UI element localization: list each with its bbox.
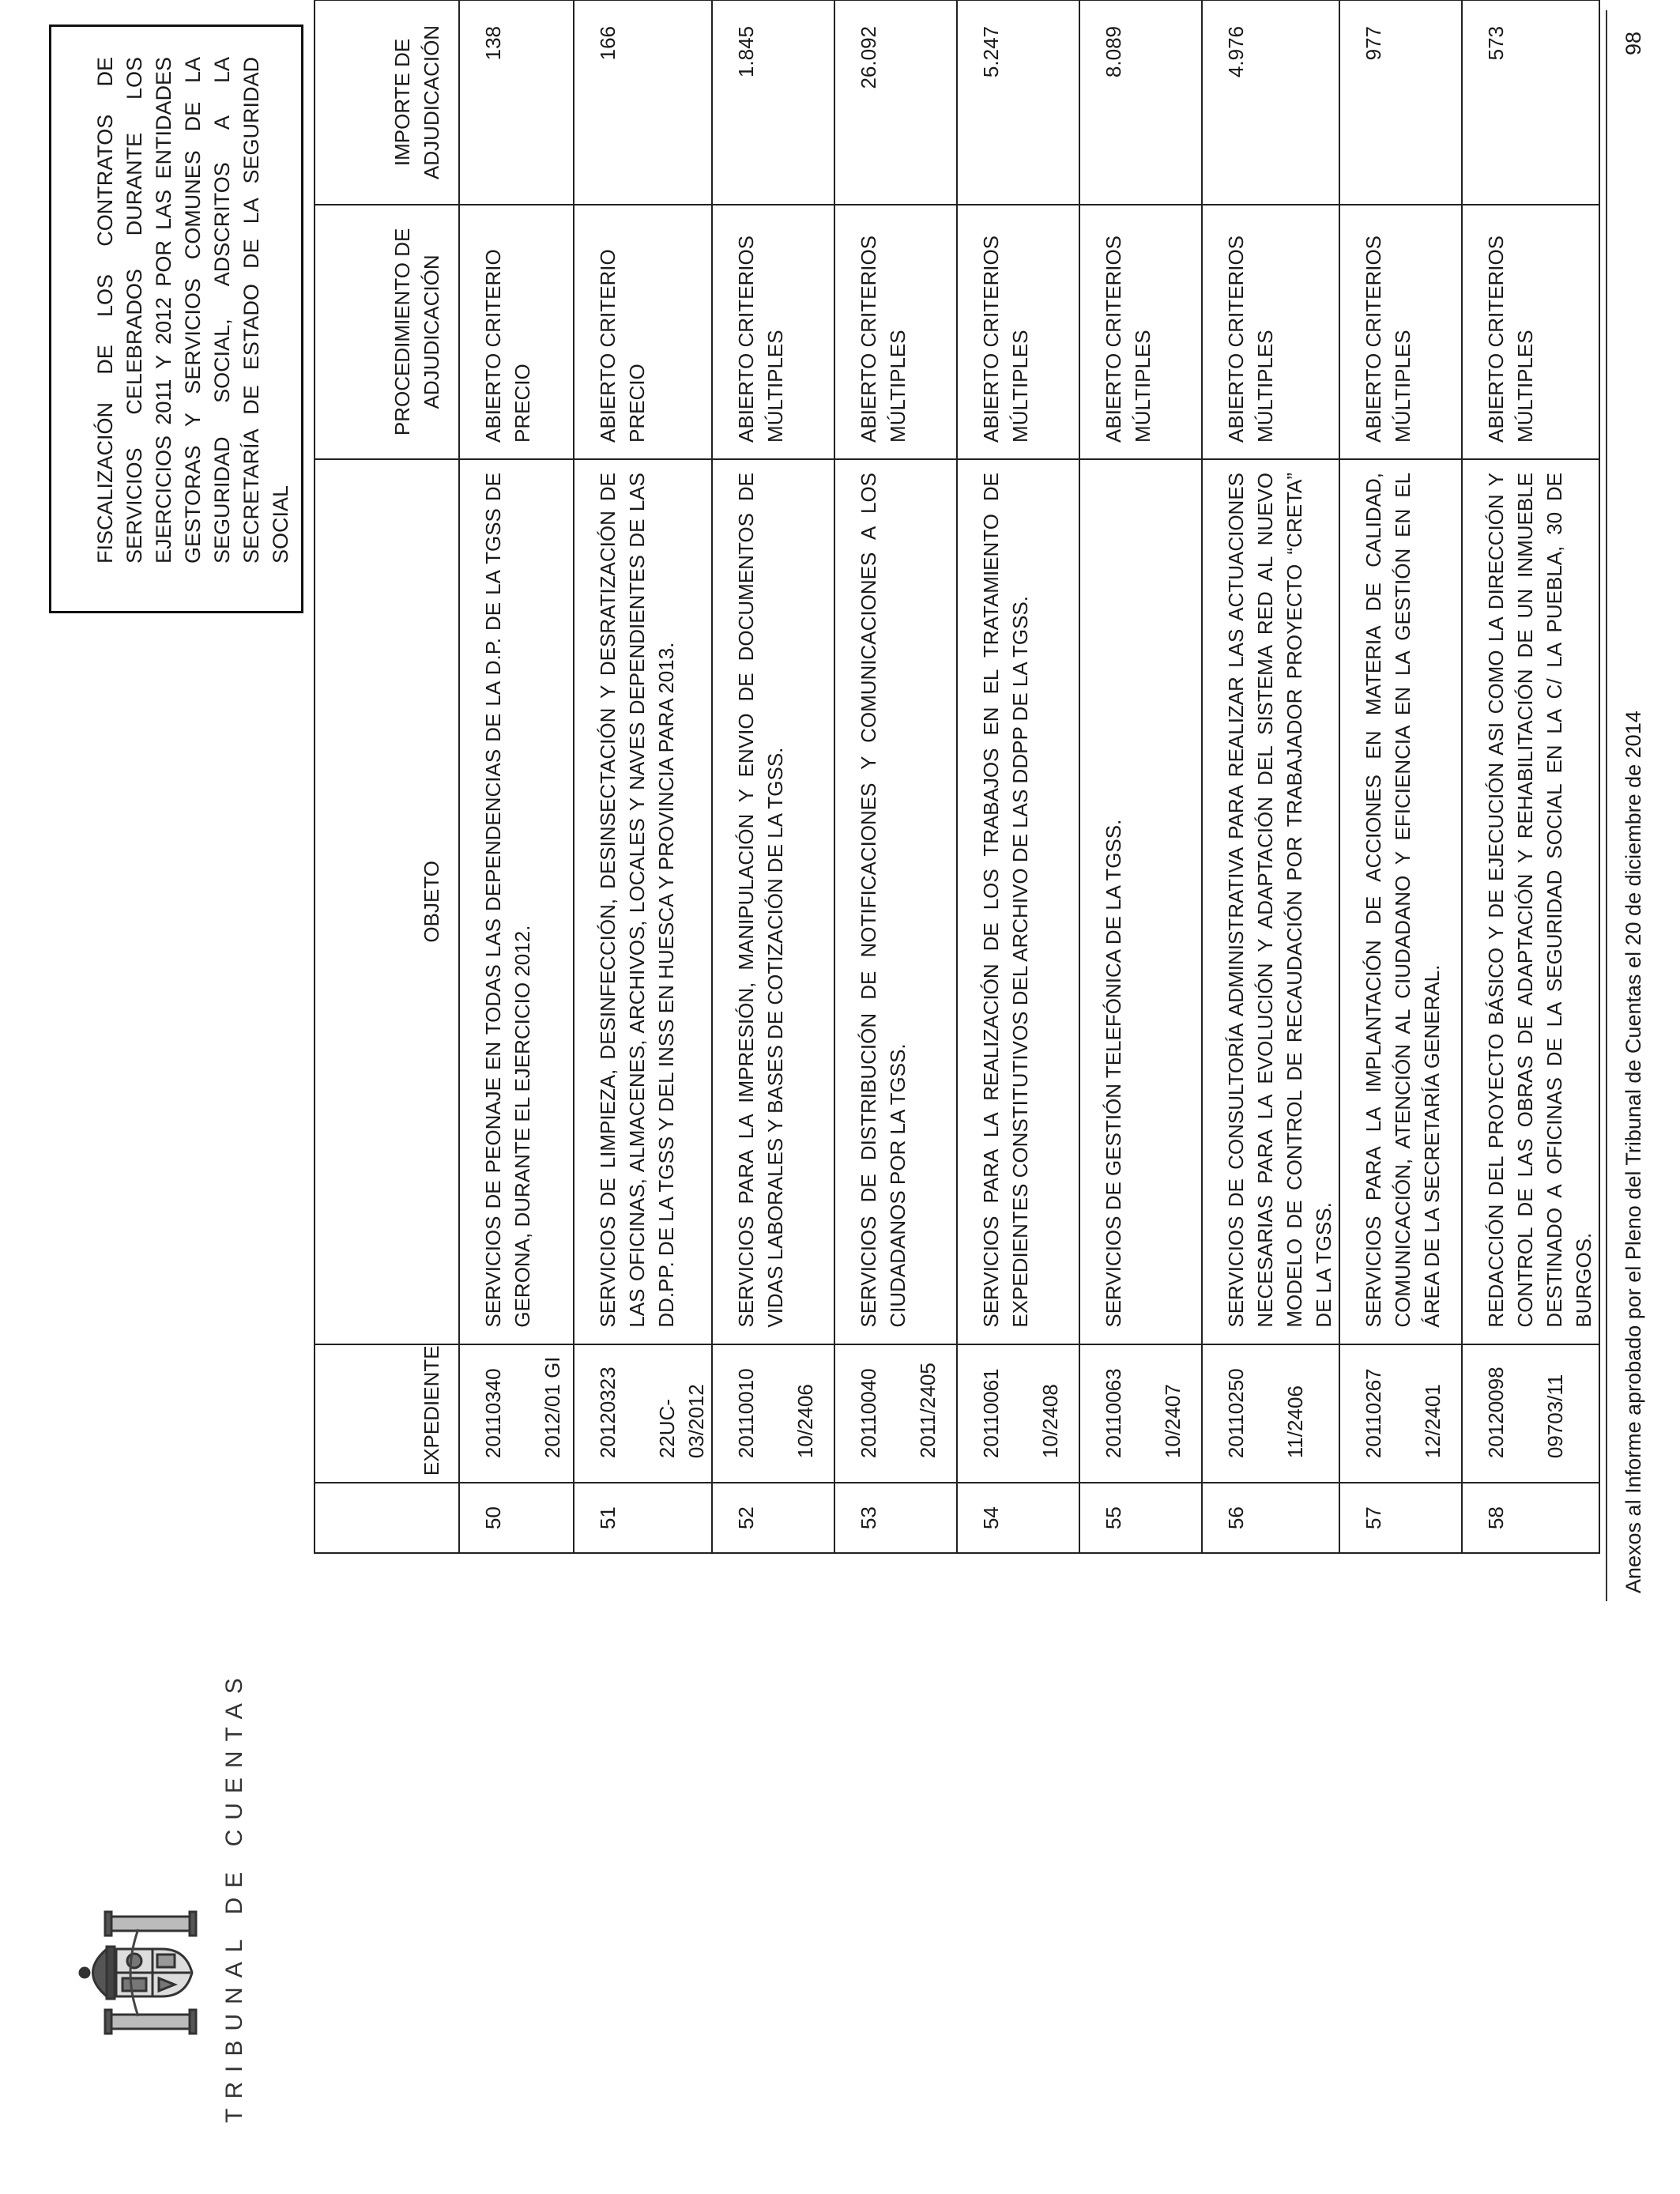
expediente-number: 20110063 [1102,1368,1125,1459]
objeto-cell: REDACCIÓN DEL PROYECTO BÁSICO Y DE EJECUCIÓN ASI COMO LA DIRECCIÓN Y CONTROL DE LAS OBRAS DE ADAPTACIÓN Y REHABILITACIÓN DE UN INMUEBLE DESTINADO A OFICINAS DE LA SEGURIDAD SOCIAL EN LA C/ LA PUEBLA, 30 DE BURGOS. [1462,459,1599,1344]
procedimiento-cell: ABIERTO CRITERIOS MÚLTIPLES [957,205,1079,459]
procedimiento-cell: ABIERTO CRITERIOS MÚLTIPLES [1462,205,1599,459]
procedimiento-cell: ABIERTO CRITERIOS MÚLTIPLES [712,205,834,459]
contracts-table [314,0,1600,1554]
table-row [1462,0,1599,1553]
objeto-cell: SERVICIOS DE LIMPIEZA, DESINFECCIÓN, DESINSECTACIÓN Y DESRATIZACIÓN DE LAS OFICINAS, ALMACENES, ARCHIVOS, LOCALES Y NAVES DEPENDIENTES DE LAS DD.PP. DE LA TGSS Y DEL INSS EN HUESCA Y PROVINCIA PARA 2013. [574,459,712,1344]
procedimiento-cell: ABIERTO CRITERIOS MÚLTIPLES [1202,205,1339,459]
procedimiento-cell: ABIERTO CRITERIOS MÚLTIPLES [834,205,957,459]
expediente-cell [712,1344,834,1483]
expediente-code: 2011/2405 [916,1363,940,1459]
expediente-code: 10/2407 [1161,1384,1185,1459]
objeto-cell: SERVICIOS DE PEONAJE EN TODAS LAS DEPENDENCIAS DE LA D.P. DE LA TGSS DE GERONA, DURANTE EL EJERCICIO 2012. [459,459,574,1344]
objeto-cell: SERVICIOS DE GESTIÓN TELEFÓNICA DE LA TGSS. [1079,459,1202,1344]
footer-text: Anexos al Informe aprobado por el Pleno del Tribunal de Cuentas el 20 de diciembre de 2014 [1622,711,1645,1593]
coat-of-arms-icon [75,1906,202,2040]
table-row [957,0,1079,1553]
page-number: 98 [1622,31,1645,55]
table-header-row [315,0,459,1553]
expediente-code: 09703/11 [1543,1374,1567,1459]
expediente-cell [1462,1344,1599,1483]
expediente-number: 20110061 [979,1368,1003,1459]
expediente-code: 11/2406 [1283,1385,1307,1459]
importe-cell: 166 [574,0,712,205]
expediente-code: 12/2401 [1421,1384,1445,1459]
expediente-cell [459,1344,574,1483]
expediente-code: 10/2408 [1038,1384,1062,1459]
table-body [459,0,1599,1553]
table-row [574,0,712,1553]
procedimiento-cell: ABIERTO CRITERIOS MÚLTIPLES [1339,205,1462,459]
table-row [1339,0,1462,1553]
row-number: 54 [957,1483,1079,1553]
table-row [1079,0,1202,1553]
expediente-code: 2012/01 GI [541,1356,564,1459]
objeto-cell: SERVICIOS PARA LA IMPLANTACIÓN DE ACCIONES EN MATERIA DE CALIDAD, COMUNICACIÓN, ATENCIÓN AL CIUDADANO Y EFICIENCIA EN LA GESTIÓN EN EL ÁREA DE LA SECRETARÍA GENERAL. [1339,459,1462,1344]
expediente-cell [1079,1344,1202,1483]
expediente-cell [957,1344,1079,1483]
report-title-box [49,25,303,613]
row-number: 50 [459,1483,574,1553]
header-num [315,1483,459,1553]
footer-divider [1606,10,1607,1601]
header-objeto: OBJETO [315,459,459,1344]
importe-cell: 138 [459,0,574,205]
importe-cell: 26.092 [834,0,957,205]
expediente-number: 20110267 [1362,1368,1385,1459]
procedimiento-cell: ABIERTO CRITERIOS MÚLTIPLES [1079,205,1202,459]
header-procedimiento: PROCEDIMIENTO DE ADJUDICACIÓN [315,205,459,459]
objeto-cell: SERVICIOS PARA LA IMPRESIÓN, MANIPULACIÓN Y ENVIO DE DOCUMENTOS DE VIDAS LABORALES Y BASES DE COTIZACIÓN DE LA TGSS. [712,459,834,1344]
row-number: 55 [1079,1483,1202,1553]
expediente-cell [1202,1344,1339,1483]
procedimiento-cell: ABIERTO CRITERIO PRECIO [574,205,712,459]
expediente-cell [1339,1344,1462,1483]
table-row [1202,0,1339,1553]
importe-cell: 8.089 [1079,0,1202,205]
expediente-number: 20110010 [734,1368,758,1459]
expediente-code: 22UC-03/2012 [655,1384,708,1459]
expediente-number: 20110250 [1224,1368,1248,1459]
row-number: 57 [1339,1483,1462,1553]
row-number: 56 [1202,1483,1339,1553]
row-number: 51 [574,1483,712,1553]
expediente-number: 20110340 [481,1368,505,1459]
importe-cell: 573 [1462,0,1599,205]
expediente-number: 20120098 [1484,1367,1508,1459]
header-importe: IMPORTE DE ADJUDICACIÓN [315,0,459,205]
table-row [459,0,574,1553]
report-title: FISCALIZACIÓN DE LOS CONTRATOS DE SERVICIOS CELEBRADOS DURANTE LOS EJERCICIOS 2011 Y 2012 POR LAS ENTIDADES GESTORAS Y SERVICIOS COMUNES DE LA SEGURIDAD SOCIAL, ADSCRITOS A LA SECRETARÍA DE ESTADO DE LA SEGURIDAD SOCIAL [93,57,292,564]
expediente-code: 10/2406 [793,1384,817,1459]
importe-cell: 5.247 [957,0,1079,205]
importe-cell: 4.976 [1202,0,1339,205]
row-number: 52 [712,1483,834,1553]
table-row [712,0,834,1553]
expediente-cell [834,1344,957,1483]
objeto-cell: SERVICIOS PARA LA REALIZACIÓN DE LOS TRABAJOS EN EL TRATAMIENTO DE EXPEDIENTES CONSTITUTIVOS DEL ARCHIVO DE LAS DDPP DE LA TGSS. [957,459,1079,1344]
expediente-number: 20110040 [857,1368,880,1459]
org-name: TRIBUNAL DE CUENTAS [221,1668,247,2123]
row-number: 58 [1462,1483,1599,1553]
table-row [834,0,957,1553]
importe-cell: 977 [1339,0,1462,205]
objeto-cell: SERVICIOS DE DISTRIBUCIÓN DE NOTIFICACIONES Y COMUNICACIONES A LOS CIUDADANOS POR LA TGSS. [834,459,957,1344]
row-number: 53 [834,1483,957,1553]
expediente-number: 20120323 [596,1367,620,1459]
importe-cell: 1.845 [712,0,834,205]
objeto-cell: SERVICIOS DE CONSULTORÍA ADMINISTRATIVA PARA REALIZAR LAS ACTUACIONES NECESARIAS PARA LA EVOLUCIÓN Y ADAPTACIÓN DEL SISTEMA RED AL NUEVO MODELO DE CONTROL DE RECAUDACIÓN POR TRABAJADOR PROYECTO “CRETA” DE LA TGSS. [1202,459,1339,1344]
procedimiento-cell: ABIERTO CRITERIO PRECIO [459,205,574,459]
header-expediente: EXPEDIENTE [315,1344,459,1483]
expediente-cell [574,1344,712,1483]
